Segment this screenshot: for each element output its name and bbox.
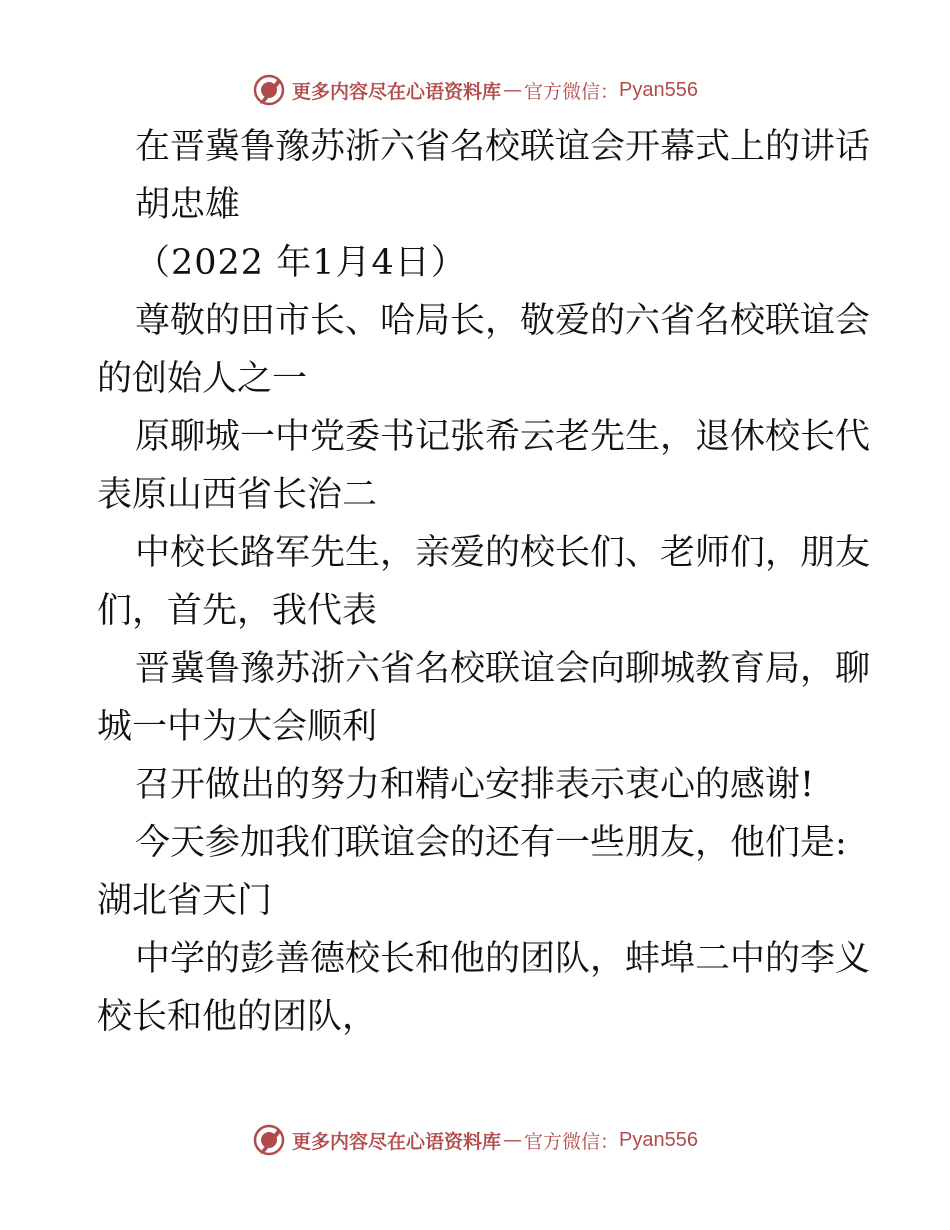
doc-line: 原聊城一中党委书记张希云老先生，退休校长代 bbox=[135, 417, 871, 457]
header-wechat-id: Pyan556 bbox=[619, 78, 698, 101]
doc-date: （2022 年1月4日） bbox=[135, 243, 467, 283]
header-wechat-label: 官方微信： bbox=[524, 80, 620, 103]
header-banner bbox=[0, 70, 950, 110]
pen-logo-icon bbox=[252, 1123, 286, 1157]
doc-line: 湖北省天门 bbox=[97, 881, 273, 921]
doc-title: 在晋冀鲁豫苏浙六省名校联谊会开幕式上的讲话 bbox=[135, 127, 871, 167]
footer-wechat-label: 官方微信： bbox=[524, 1130, 620, 1153]
doc-line: 的创始人之一 bbox=[97, 359, 308, 399]
header-site-text: 更多内容尽在心语资料库 bbox=[292, 80, 502, 103]
doc-line: 校长和他的团队， bbox=[97, 997, 378, 1037]
doc-line: 们，首先，我代表 bbox=[97, 591, 378, 631]
footer-dash: — bbox=[503, 1129, 523, 1151]
document-body bbox=[97, 118, 877, 1046]
pen-logo-icon bbox=[252, 73, 286, 107]
doc-line: 今天参加我们联谊会的还有一些朋友，他们是: bbox=[135, 823, 847, 863]
footer-banner bbox=[0, 1120, 950, 1160]
doc-line: 表原山西省长治二 bbox=[97, 475, 378, 515]
doc-line: 尊敬的田市长、哈局长，敬爱的六省名校联谊会 bbox=[135, 301, 871, 341]
doc-author: 胡忠雄 bbox=[135, 185, 241, 225]
footer-wechat-id: Pyan556 bbox=[619, 1128, 698, 1151]
doc-line: 中校长路军先生，亲爱的校长们、老师们，朋友 bbox=[135, 533, 871, 573]
doc-line: 城一中为大会顺利 bbox=[97, 707, 378, 747]
footer-site-text: 更多内容尽在心语资料库 bbox=[292, 1130, 502, 1153]
doc-line: 晋冀鲁豫苏浙六省名校联谊会向聊城教育局，聊 bbox=[135, 649, 871, 689]
doc-line: 中学的彭善德校长和他的团队，蚌埠二中的李义 bbox=[135, 939, 871, 979]
header-dash: — bbox=[503, 79, 523, 101]
doc-line: 召开做出的努力和精心安排表示衷心的感谢! bbox=[135, 765, 815, 805]
